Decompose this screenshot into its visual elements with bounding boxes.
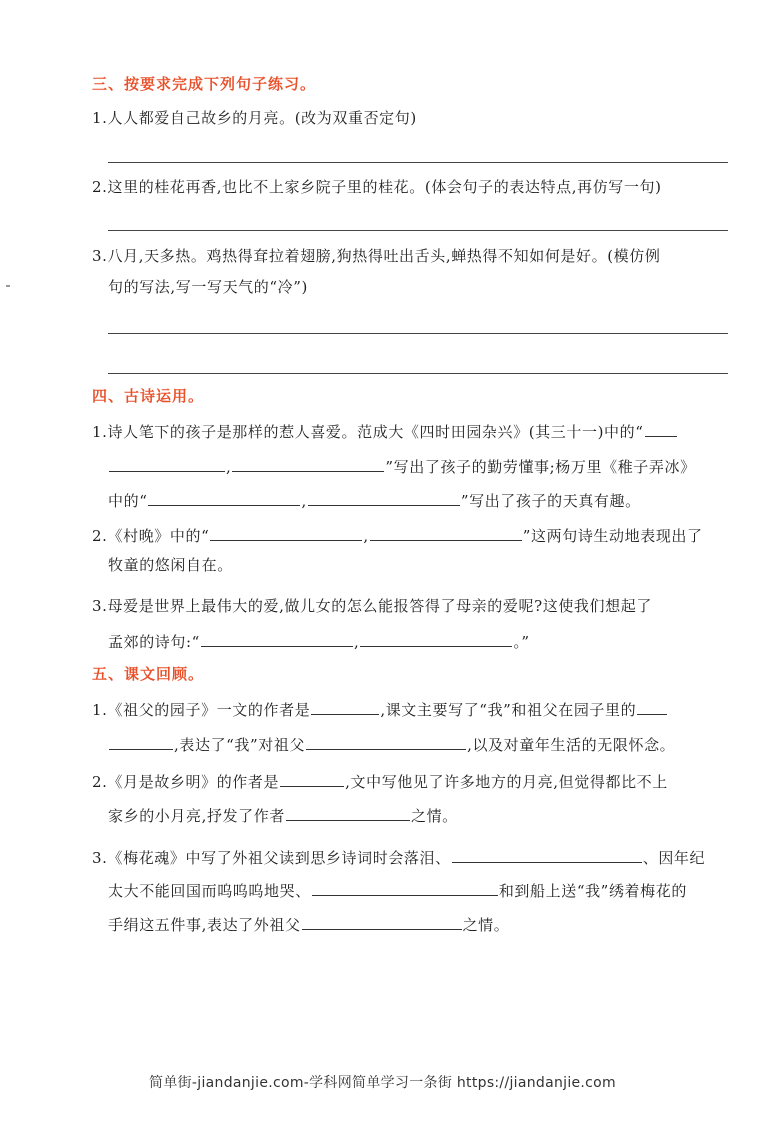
- s5-q1-blank-3[interactable]: [306, 734, 466, 750]
- s4-q1-l2-tail: ”写出了孩子的勤劳懂事;杨万里《稚子弄冰》: [385, 458, 696, 476]
- s4-q2-line1: [92, 525, 703, 546]
- s4-q1-line2: [108, 456, 696, 477]
- s5-q1-l1-mid: ,课文主要写了“我”和祖父在园子里的: [380, 701, 637, 719]
- s4-q3-line1: 3.母爱是世界上最伟大的爱,做儿女的怎么能报答得了母亲的爱呢?这使我们想起了: [92, 597, 652, 615]
- s4-q2-l1-head: 2.《村晚》中的“: [92, 527, 210, 545]
- section-5-title: 五、课文回顾。: [92, 665, 205, 683]
- s5-q3-blank-3[interactable]: [302, 914, 462, 930]
- s5-q1-line1: [92, 699, 668, 720]
- s3-q1-answer-line[interactable]: [108, 162, 728, 163]
- s5-q2-line2: [108, 805, 458, 826]
- s4-q1-blank-1a[interactable]: [645, 421, 677, 437]
- s5-q2-l1-head: 2.《月是故乡明》的作者是: [92, 773, 280, 791]
- s4-q2-l1-tail: ”这两句诗生动地表现出了: [522, 527, 703, 545]
- s5-q1-l1-head: 1.《祖父的园子》一文的作者是: [92, 701, 311, 719]
- s3-q3-answer-line-1[interactable]: [108, 333, 728, 334]
- s4-q1-l3-tail: ”写出了孩子的天真有趣。: [460, 492, 641, 510]
- section-3-title: 三、按要求完成下列句子练习。: [92, 75, 317, 93]
- s5-q3-l1-head: 3.《梅花魂》中写了外祖父读到思乡诗词时会落泪、: [92, 849, 451, 867]
- s4-q1-blank-2[interactable]: [232, 456, 384, 472]
- s5-q3-line2: [108, 880, 687, 901]
- s4-q2-line2: 牧童的悠闲自在。: [108, 556, 233, 574]
- scan-mark: [6, 285, 10, 287]
- s4-q3-line2: [108, 631, 530, 652]
- s5-q2-blank-author[interactable]: [280, 771, 344, 787]
- s5-q3-line3: [108, 914, 509, 935]
- s4-q3-l2-tail: 。”: [513, 633, 530, 651]
- s5-q2-l1-tail: ,文中写他见了许多地方的月亮,但觉得都比不上: [345, 773, 668, 791]
- s4-q1-blank-1b[interactable]: [109, 456, 225, 472]
- s4-q2-l1-comma: ,: [363, 527, 369, 545]
- s5-q2-l2-tail: 之情。: [410, 807, 458, 825]
- s3-q2-answer-line[interactable]: [108, 230, 728, 231]
- s5-q2-line1: [92, 771, 668, 792]
- s4-q1-blank-3[interactable]: [148, 490, 300, 506]
- s4-q1-blank-4[interactable]: [308, 490, 460, 506]
- s4-q1-l3-comma: ,: [301, 492, 307, 510]
- s4-q3-l2-head: 孟郊的诗句:“: [108, 633, 200, 651]
- s4-q3-l2-comma: ,: [353, 633, 360, 651]
- s4-q1-line1: [92, 421, 678, 442]
- s5-q3-l2-head: 太大不能回国而呜呜呜地哭、: [108, 882, 311, 900]
- s5-q3-l3-tail: 之情。: [462, 916, 510, 934]
- s5-q3-l1-tail: 、因年纪: [642, 849, 706, 867]
- s4-q2-blank-2[interactable]: [370, 525, 522, 541]
- s3-q3-answer-line-2[interactable]: [108, 373, 728, 374]
- s5-q3-blank-1[interactable]: [452, 847, 642, 863]
- s5-q3-line1: [92, 847, 705, 868]
- section-4-title: 四、古诗运用。: [92, 387, 205, 405]
- s5-q1-blank-2b[interactable]: [109, 734, 173, 750]
- s5-q2-l2-head: 家乡的小月亮,抒发了作者: [108, 807, 285, 825]
- s5-q3-blank-2[interactable]: [312, 880, 498, 896]
- s3-q1-text: 1.人人都爱自己故乡的月亮。(改为双重否定句): [92, 109, 417, 127]
- s4-q3-blank-1[interactable]: [201, 631, 353, 647]
- footer-watermark: 简单街-jiandanjie.com-学科网简单学习一条街 https://jiandanjie.com: [149, 1075, 616, 1091]
- s5-q2-blank-2[interactable]: [286, 805, 410, 821]
- s5-q1-blank-2a[interactable]: [637, 699, 667, 715]
- s4-q3-blank-2[interactable]: [360, 631, 512, 647]
- s4-q1-l2-comma: ,: [226, 458, 232, 476]
- s3-q2-text: 2.这里的桂花再香,也比不上家乡院子里的桂花。(体会句子的表达特点,再仿写一句): [92, 178, 662, 196]
- s5-q3-l3-head: 手绢这五件事,表达了外祖父: [108, 916, 301, 934]
- s5-q1-l2-tail: ,以及对童年生活的无限怀念。: [467, 736, 676, 754]
- s5-q1-blank-author[interactable]: [311, 699, 379, 715]
- s4-q2-blank-1[interactable]: [210, 525, 362, 541]
- s3-q3-line1: 3.八月,天多热。鸡热得耷拉着翅膀,狗热得吐出舌头,蝉热得不知如何是好。(模仿例: [92, 247, 661, 265]
- s4-q1-l3-head: 中的“: [108, 492, 148, 510]
- s5-q1-l2-mid: ,表达了“我”对祖父: [174, 736, 306, 754]
- s5-q3-l2-tail: 和到船上送“我”绣着梅花的: [498, 882, 687, 900]
- s4-q1-l1-text: 1.诗人笔下的孩子是那样的惹人喜爱。范成大《四时田园杂兴》(其三十一)中的“: [92, 423, 644, 441]
- s4-q1-line3: [108, 490, 641, 511]
- s3-q3-line2: 句的写法,写一写天气的“冷”): [108, 278, 308, 296]
- s5-q1-line2: [108, 734, 675, 755]
